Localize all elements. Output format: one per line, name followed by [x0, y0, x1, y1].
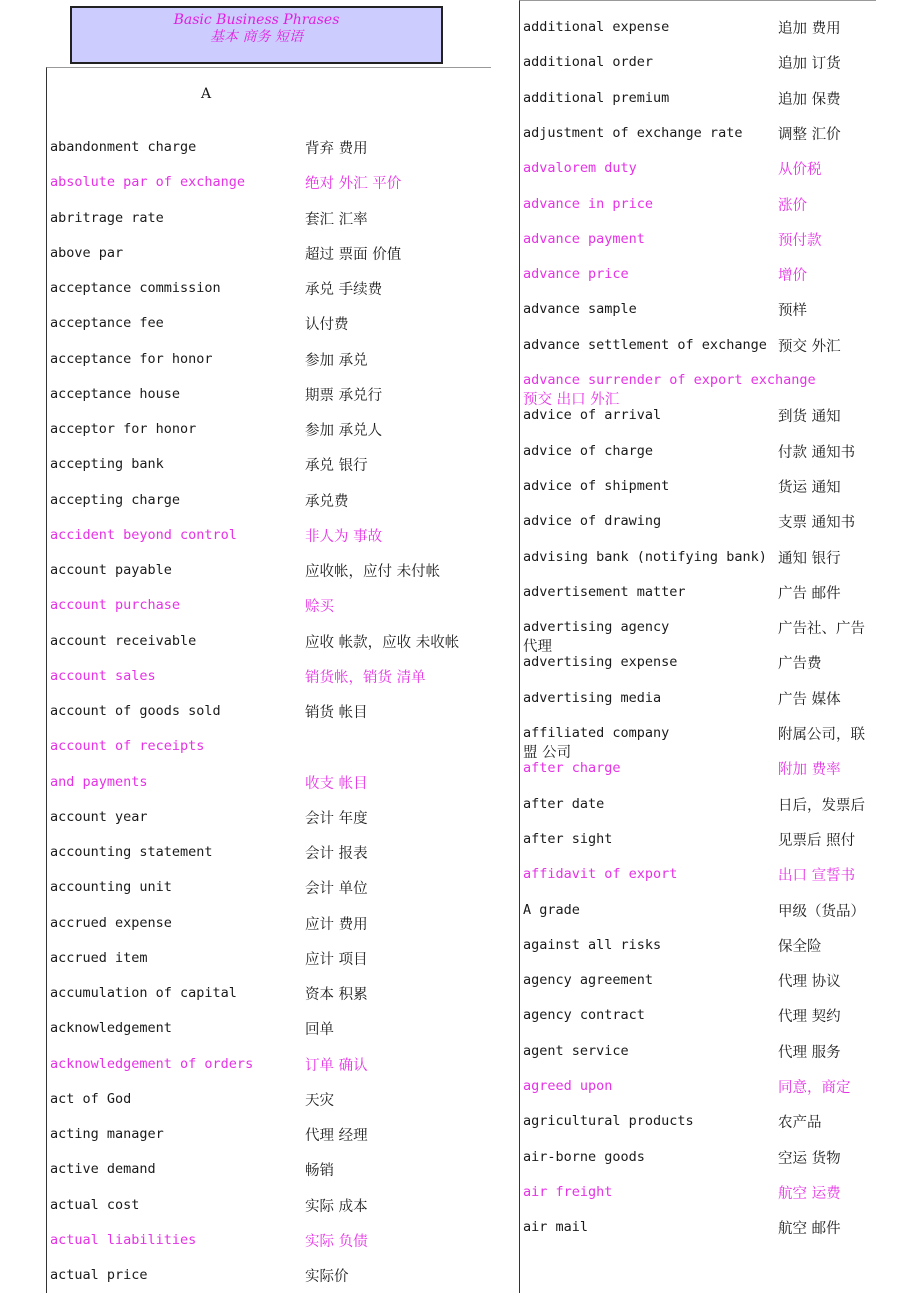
english-term: acceptance house	[50, 385, 181, 402]
chinese-term: 从价税	[778, 162, 822, 179]
section-letter: A	[201, 86, 212, 102]
english-term: advertising expense	[523, 654, 678, 671]
chinese-term: 涨价	[778, 197, 807, 214]
english-term: agricultural products	[523, 1113, 694, 1130]
english-term: agency contract	[523, 1007, 645, 1024]
english-term: account sales	[50, 667, 156, 684]
english-term: advertisement matter	[523, 583, 686, 600]
english-term: against all risks	[523, 936, 662, 953]
english-term: acceptance fee	[50, 315, 164, 332]
english-term: accident beyond control	[50, 526, 237, 543]
chinese-term: 广告 媒体	[778, 691, 841, 708]
english-term: advance in price	[523, 195, 654, 212]
chinese-term: 追加 订货	[778, 56, 841, 73]
english-term: agency agreement	[523, 972, 654, 989]
english-term: accounting statement	[50, 844, 213, 860]
english-term: acceptance for honor	[50, 350, 213, 367]
chinese-term-continued: 盟 公司	[523, 745, 572, 761]
english-term: advice of arrival	[523, 407, 662, 424]
english-term: after sight	[523, 830, 613, 847]
right-column-frame	[519, 0, 876, 1293]
chinese-term: 应计 费用	[305, 916, 368, 933]
chinese-term: 调整 汇价	[778, 126, 841, 143]
english-term: advalorem duty	[523, 160, 637, 177]
english-term: accrued expense	[50, 914, 172, 931]
chinese-term-continued: 预交 出口 外汇	[523, 392, 620, 408]
chinese-term: 追加 费用	[778, 21, 841, 37]
english-term: agreed upon	[523, 1078, 613, 1094]
chinese-term: 广告社、广告	[778, 621, 865, 638]
chinese-term: 预样	[778, 303, 807, 320]
chinese-term: 参加 承兑	[305, 352, 368, 369]
chinese-term: 承兑 银行	[305, 458, 368, 475]
chinese-term: 货运 通知	[778, 479, 841, 496]
english-term: acceptance commission	[50, 280, 221, 296]
english-term: abritrage rate	[50, 209, 164, 226]
chinese-term: 背弃 费用	[305, 141, 368, 157]
chinese-term: 农产品	[778, 1115, 822, 1132]
english-term: after charge	[523, 760, 621, 777]
english-term: additional order	[523, 54, 654, 71]
chinese-term: 应收帐，应付 未付帐	[305, 564, 441, 580]
english-term: account receivable	[50, 632, 197, 649]
chinese-term: 资本 积累	[305, 987, 368, 1003]
english-term: advance settlement of exchange	[523, 336, 767, 353]
chinese-term: 应收 帐款，应收 未收帐	[305, 634, 460, 651]
english-term: account purchase	[50, 597, 181, 614]
chinese-term: 实际 负债	[305, 1233, 368, 1250]
english-term: additional expense	[523, 19, 670, 35]
chinese-term: 广告 邮件	[778, 585, 841, 602]
english-term: acting manager	[50, 1126, 164, 1142]
chinese-term: 预付款	[778, 232, 822, 249]
chinese-term: 销货帐，销货 清单	[305, 669, 426, 686]
chinese-term: 代理 协议	[778, 974, 841, 991]
chinese-term-continued: 代理	[523, 639, 552, 656]
title-chinese: 基本 商务 短语	[210, 29, 303, 45]
english-term: advice of charge	[523, 442, 654, 459]
chinese-term: 认付费	[305, 317, 349, 334]
chinese-term: 套汇 汇率	[305, 211, 368, 228]
english-term: agent service	[523, 1042, 629, 1059]
chinese-term: 承兑 手续费	[305, 282, 383, 298]
english-term: A grade	[523, 901, 580, 918]
english-term: advertising agency	[523, 619, 670, 636]
chinese-term: 非人为 事故	[305, 528, 383, 545]
chinese-term: 承兑费	[305, 493, 349, 510]
english-term: affiliated company	[523, 725, 670, 741]
chinese-term: 支票 通知书	[778, 515, 856, 532]
chinese-term: 航空 运费	[778, 1185, 841, 1202]
chinese-term: 到货 通知	[778, 409, 841, 426]
chinese-term: 广告费	[778, 656, 822, 673]
chinese-term: 收支 帐目	[305, 775, 368, 792]
chinese-term: 见票后 照付	[778, 832, 856, 849]
chinese-term: 绝对 外汇 平价	[305, 176, 402, 193]
english-term: affidavit of export	[523, 866, 678, 883]
english-term: advance sample	[523, 301, 637, 318]
chinese-term: 空运 货物	[778, 1150, 841, 1167]
chinese-term: 实际 成本	[305, 1198, 368, 1215]
chinese-term: 代理 服务	[778, 1044, 841, 1061]
english-term: accepting bank	[50, 456, 164, 473]
english-term: acknowledgement	[50, 1020, 172, 1037]
chinese-term: 同意，商定	[778, 1080, 851, 1096]
english-term: accounting unit	[50, 879, 172, 896]
english-term: advance payment	[523, 230, 645, 247]
english-term: actual price	[50, 1267, 148, 1283]
chinese-term: 代理 经理	[305, 1128, 368, 1144]
chinese-term: 付款 通知书	[778, 444, 856, 461]
english-term: account payable	[50, 562, 172, 578]
chinese-term: 通知 银行	[778, 550, 841, 567]
chinese-term: 代理 契约	[778, 1009, 841, 1026]
title-english: Basic Business Phrases	[173, 12, 340, 28]
english-term: accepting charge	[50, 491, 181, 508]
chinese-term: 天灾	[305, 1092, 334, 1109]
english-term: account of receipts	[50, 738, 205, 755]
chinese-term: 航空 邮件	[778, 1221, 841, 1238]
english-term: active demand	[50, 1161, 156, 1178]
english-term: air freight	[523, 1183, 613, 1200]
chinese-term: 增价	[778, 268, 807, 285]
chinese-term: 期票 承兑行	[305, 387, 383, 404]
chinese-term: 参加 承兑人	[305, 423, 383, 439]
chinese-term: 回单	[305, 1022, 334, 1039]
english-term: account of goods sold	[50, 703, 221, 719]
chinese-term: 超过 票面 价值	[305, 246, 402, 263]
chinese-term: 保全险	[778, 938, 822, 955]
english-term: absolute par of exchange	[50, 174, 246, 191]
english-term: advice of shipment	[523, 477, 670, 494]
chinese-term: 追加 保费	[778, 91, 841, 108]
english-term: advance price	[523, 266, 629, 283]
chinese-term: 会计 年度	[305, 810, 368, 827]
english-term: adjustment of exchange rate	[523, 124, 743, 141]
english-term: actual liabilities	[50, 1231, 197, 1248]
english-term: advertising media	[523, 689, 662, 706]
english-term: acceptor for honor	[50, 421, 197, 437]
chinese-term: 销货 帐目	[305, 705, 368, 721]
english-term: additional premium	[523, 89, 670, 106]
chinese-term: 预交 外汇	[778, 338, 841, 355]
english-term: accrued item	[50, 949, 148, 966]
chinese-term: 日后，发票后	[778, 797, 865, 814]
chinese-term: 附加 费率	[778, 762, 841, 779]
chinese-term: 出口 宣誓书	[778, 868, 856, 885]
english-term: air mail	[523, 1219, 589, 1236]
chinese-term: 甲级（货品）	[778, 903, 865, 920]
english-term: above par	[50, 244, 124, 261]
chinese-term: 会计 单位	[305, 881, 368, 898]
title-box	[70, 6, 443, 64]
chinese-term: 赊买	[305, 599, 334, 616]
english-term: after date	[523, 795, 605, 812]
english-term: act of God	[50, 1090, 132, 1107]
chinese-term: 订单 确认	[305, 1057, 368, 1074]
english-term: advising bank (notifying bank)	[523, 548, 767, 565]
chinese-term: 畅销	[305, 1163, 334, 1180]
english-term: account year	[50, 808, 148, 825]
chinese-term: 会计 报表	[305, 846, 368, 862]
english-term: actual cost	[50, 1196, 140, 1213]
english-term: air-borne goods	[523, 1148, 645, 1165]
english-term: advice of drawing	[523, 513, 662, 530]
chinese-term: 附属公司，联	[778, 727, 865, 743]
english-term: accumulation of capital	[50, 985, 237, 1001]
english-term: abandonment charge	[50, 139, 197, 155]
chinese-term: 实际价	[305, 1269, 349, 1285]
chinese-term: 应计 项目	[305, 951, 368, 968]
english-term: acknowledgement of orders	[50, 1055, 254, 1072]
english-term: and payments	[50, 773, 148, 790]
english-term: advance surrender of export exchange	[523, 372, 816, 388]
